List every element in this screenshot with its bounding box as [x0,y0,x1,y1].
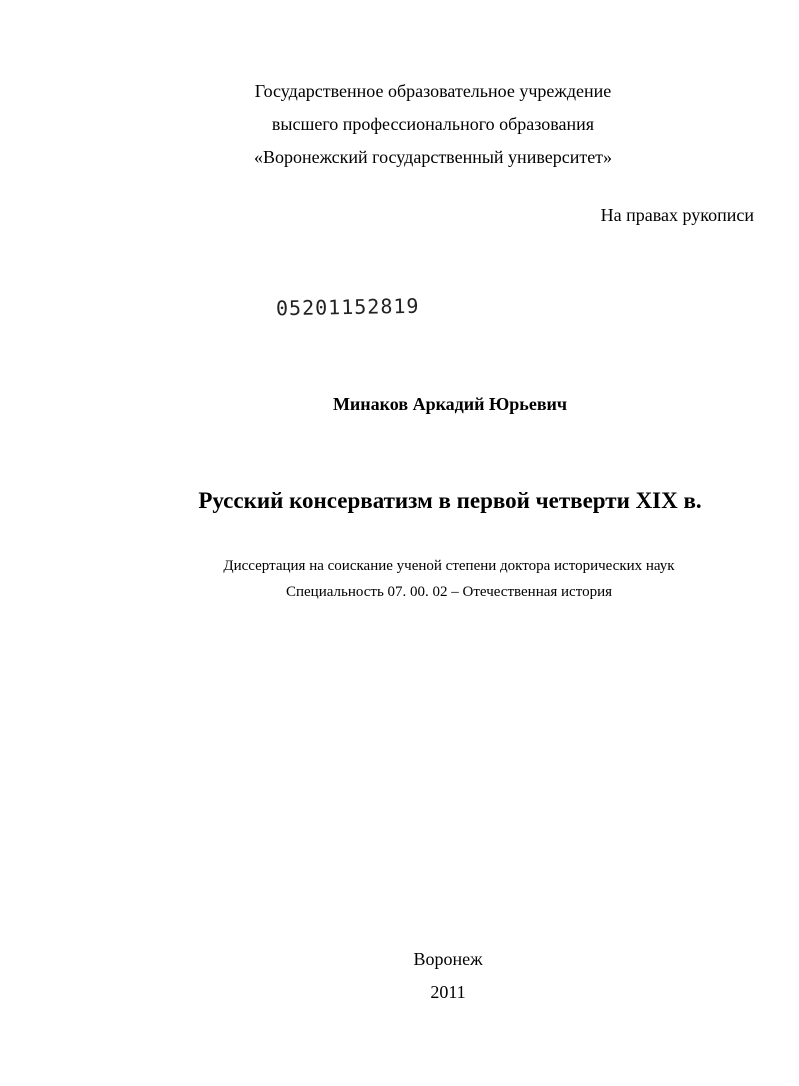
manuscript-note: На правах рукописи [600,205,754,225]
specialty-line: Специальность 07. 00. 02 – Отечественная история [285,584,612,600]
dissertation-title: Русский консерватизм в первой четверти XIX в. [198,488,702,513]
degree-line: Диссертация на соискание ученой степени доктора исторических наук [223,558,675,574]
author-name: Минаков Аркадий Юрьевич [332,394,568,414]
city: Воронеж [413,949,483,969]
library-stamp-number: 05201152819 [275,293,420,321]
institution-line-2: высшего профессионального образования [271,114,595,134]
institution-line-1: Государственное образовательное учреждение [254,81,612,101]
institution-line-3: «Воронежский государственный университет» [253,147,613,167]
year: 2011 [430,982,466,1002]
